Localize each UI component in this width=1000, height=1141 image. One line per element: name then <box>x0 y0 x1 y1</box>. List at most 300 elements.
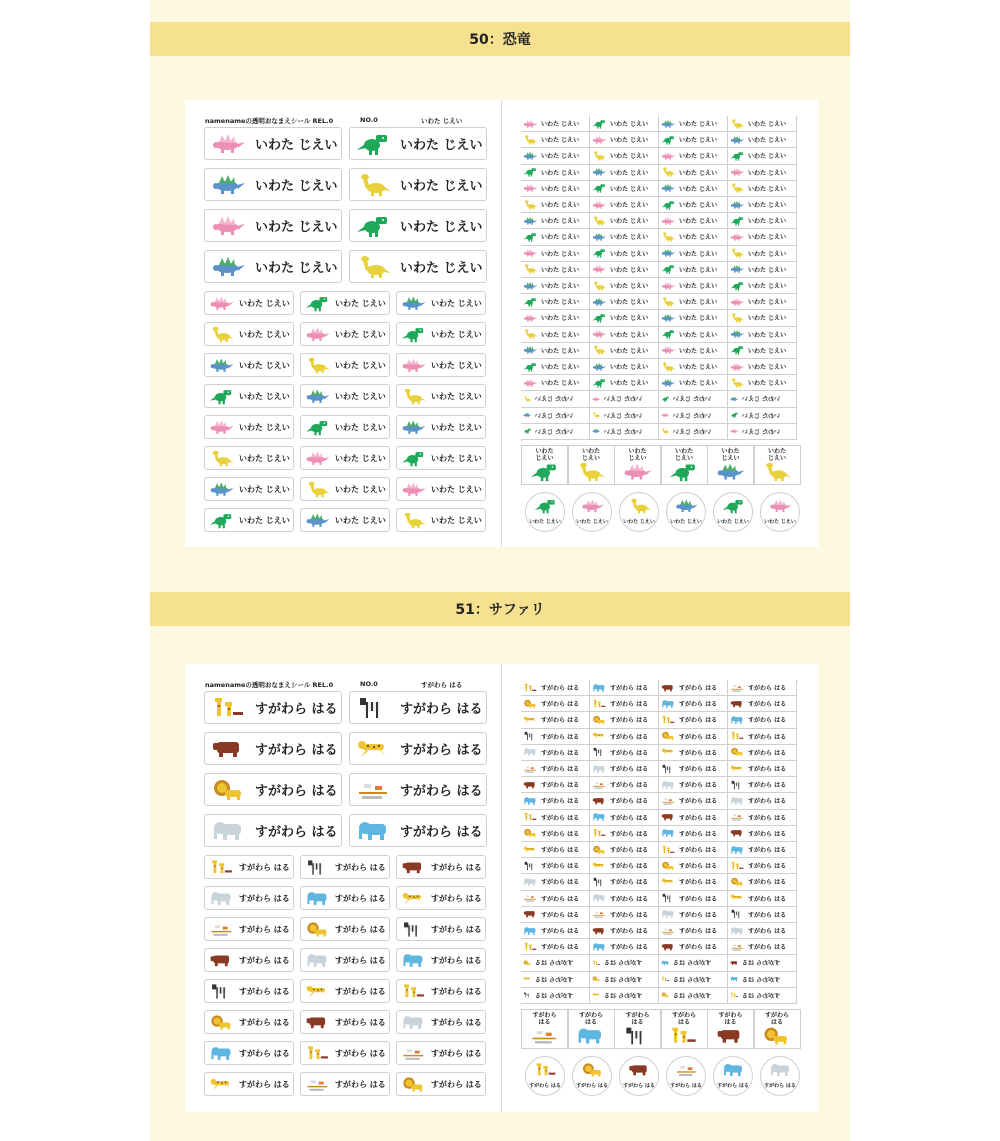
small-name-label[interactable] <box>590 745 659 761</box>
label-name: いわた じえい <box>400 138 483 153</box>
small-name-label[interactable] <box>590 197 659 213</box>
big-name-label[interactable] <box>349 773 487 806</box>
tall-name-label[interactable] <box>754 445 801 485</box>
mirrored-name-label[interactable] <box>728 988 797 1004</box>
trex-green-icon <box>209 512 235 529</box>
label-name: すがわら はる <box>679 798 718 806</box>
medium-name-label[interactable] <box>204 291 294 315</box>
small-name-label[interactable] <box>659 729 728 745</box>
round-name-label[interactable] <box>572 1056 612 1096</box>
tall-name-label[interactable] <box>614 445 661 485</box>
round-name-label[interactable] <box>666 1056 706 1096</box>
small-name-label[interactable] <box>521 262 590 278</box>
big-name-label[interactable] <box>204 691 342 724</box>
round-name-label[interactable] <box>619 492 659 532</box>
big-name-label[interactable] <box>349 127 487 160</box>
medium-name-label[interactable] <box>204 979 294 1003</box>
small-name-label[interactable] <box>590 891 659 907</box>
medium-name-label[interactable] <box>204 1041 294 1065</box>
round-name-label[interactable] <box>666 492 706 532</box>
medium-name-label[interactable] <box>396 384 486 408</box>
small-name-label[interactable] <box>659 359 728 375</box>
small-name-label[interactable] <box>659 327 728 343</box>
small-name-label[interactable] <box>590 294 659 310</box>
cheetah-icon <box>661 747 676 757</box>
medium-name-label[interactable] <box>300 446 390 470</box>
small-name-label[interactable] <box>521 310 590 326</box>
mirrored-name-label[interactable] <box>728 955 797 971</box>
round-name-label[interactable] <box>525 1056 565 1096</box>
big-name-label[interactable] <box>204 732 342 765</box>
small-name-label[interactable] <box>590 181 659 197</box>
medium-name-label[interactable] <box>396 353 486 377</box>
big-name-label[interactable] <box>204 168 342 201</box>
tall-name-label[interactable] <box>521 1009 568 1049</box>
small-name-label[interactable] <box>590 116 659 132</box>
medium-name-label[interactable] <box>396 1041 486 1065</box>
big-name-label[interactable] <box>349 209 487 242</box>
medium-name-label[interactable] <box>396 446 486 470</box>
small-name-label[interactable] <box>521 874 590 890</box>
small-name-label[interactable] <box>521 680 590 696</box>
small-name-label[interactable] <box>590 810 659 826</box>
medium-name-label[interactable] <box>300 979 390 1003</box>
small-name-label[interactable] <box>590 213 659 229</box>
small-name-label[interactable] <box>659 197 728 213</box>
small-name-label[interactable] <box>659 923 728 939</box>
medium-name-label[interactable] <box>204 353 294 377</box>
label-name: いわた じえい <box>748 185 787 193</box>
label-name: すがわら はる <box>239 1048 290 1058</box>
mirrored-name-label[interactable] <box>521 972 590 988</box>
small-name-label[interactable] <box>590 132 659 148</box>
small-name-label[interactable] <box>659 874 728 890</box>
medium-name-label[interactable] <box>396 477 486 501</box>
small-name-label[interactable] <box>521 181 590 197</box>
small-name-label[interactable] <box>728 842 797 858</box>
mirrored-name-label[interactable] <box>521 955 590 971</box>
trex-green-icon <box>730 216 745 226</box>
small-name-label[interactable] <box>728 116 797 132</box>
tall-name-label[interactable] <box>521 445 568 485</box>
small-name-label[interactable] <box>521 777 590 793</box>
small-name-label[interactable] <box>728 375 797 391</box>
giraffe-icon <box>401 983 427 1000</box>
trex-green-icon <box>305 419 331 436</box>
small-name-label[interactable] <box>521 246 590 262</box>
small-name-label[interactable] <box>728 810 797 826</box>
medium-name-label[interactable] <box>396 855 486 879</box>
label-name: いわた じえい <box>604 396 643 404</box>
small-name-label[interactable] <box>590 262 659 278</box>
small-name-label[interactable] <box>521 842 590 858</box>
medium-name-label[interactable] <box>300 1010 390 1034</box>
round-name-label[interactable] <box>713 1056 753 1096</box>
small-name-label[interactable] <box>659 712 728 728</box>
label-name: すがわら はる <box>748 733 787 741</box>
small-name-label[interactable] <box>590 761 659 777</box>
medium-name-label[interactable] <box>204 384 294 408</box>
small-name-label[interactable] <box>521 858 590 874</box>
small-name-label[interactable] <box>590 696 659 712</box>
tall-name-label[interactable] <box>754 1009 801 1049</box>
small-name-label[interactable] <box>728 197 797 213</box>
medium-name-label[interactable] <box>396 1010 486 1034</box>
tall-name-label[interactable] <box>661 445 708 485</box>
medium-name-label[interactable] <box>204 1072 294 1096</box>
label-name: すがわら はる <box>748 814 787 822</box>
mirrored-name-label[interactable] <box>590 424 659 440</box>
small-name-label[interactable] <box>659 826 728 842</box>
cheetah-icon <box>592 731 607 741</box>
medium-name-label[interactable] <box>204 446 294 470</box>
small-name-label[interactable] <box>590 842 659 858</box>
small-name-label[interactable] <box>659 810 728 826</box>
stego-blue-icon <box>592 167 607 177</box>
bear-icon <box>661 812 676 822</box>
small-name-label[interactable] <box>590 165 659 181</box>
mirrored-name-label[interactable] <box>659 955 728 971</box>
small-name-label[interactable] <box>590 826 659 842</box>
label-name: いわた じえい <box>748 169 787 177</box>
label-name: すがわら はる <box>535 992 574 1000</box>
mirrored-name-label[interactable] <box>590 988 659 1004</box>
small-name-label[interactable] <box>728 213 797 229</box>
small-name-label[interactable] <box>728 294 797 310</box>
tall-name-label[interactable] <box>614 1009 661 1049</box>
medium-name-label[interactable] <box>396 1072 486 1096</box>
mirrored-name-label[interactable] <box>728 391 797 407</box>
small-name-label[interactable] <box>521 826 590 842</box>
small-name-label[interactable] <box>590 246 659 262</box>
small-name-label[interactable] <box>728 729 797 745</box>
stego-pink-icon <box>523 248 538 258</box>
small-name-label[interactable] <box>521 343 590 359</box>
medium-name-label[interactable] <box>300 1041 390 1065</box>
medium-name-label[interactable] <box>396 917 486 941</box>
small-name-label[interactable] <box>590 278 659 294</box>
small-name-label[interactable] <box>521 745 590 761</box>
small-name-label[interactable] <box>590 327 659 343</box>
small-name-label[interactable] <box>659 891 728 907</box>
elephant-blue-icon <box>575 1026 607 1046</box>
label-name-line: はる <box>770 1019 783 1026</box>
small-name-label[interactable] <box>521 116 590 132</box>
mirrored-name-label[interactable] <box>590 408 659 424</box>
small-name-label[interactable] <box>728 165 797 181</box>
small-name-label[interactable] <box>659 745 728 761</box>
label-name: すがわら はる <box>748 782 787 790</box>
small-name-label[interactable] <box>521 278 590 294</box>
small-name-label[interactable] <box>659 213 728 229</box>
small-name-label[interactable] <box>659 262 728 278</box>
mirrored-name-label[interactable] <box>521 988 590 1004</box>
small-name-label[interactable] <box>728 891 797 907</box>
small-name-label[interactable] <box>659 246 728 262</box>
medium-name-label[interactable] <box>300 948 390 972</box>
small-name-label[interactable] <box>590 907 659 923</box>
big-name-label[interactable] <box>349 250 487 283</box>
label-name: すがわら はる <box>679 928 718 936</box>
label-name: いわた じえい <box>679 315 718 323</box>
small-name-label[interactable] <box>590 229 659 245</box>
small-name-label[interactable] <box>590 359 659 375</box>
brachio-yellow-icon <box>661 232 676 242</box>
mirrored-name-label[interactable] <box>590 391 659 407</box>
medium-name-label[interactable] <box>396 322 486 346</box>
small-name-label[interactable] <box>659 132 728 148</box>
mirrored-name-label[interactable] <box>659 408 728 424</box>
small-name-label[interactable] <box>659 696 728 712</box>
small-name-label[interactable] <box>590 923 659 939</box>
medium-name-label[interactable] <box>300 415 390 439</box>
small-name-label[interactable] <box>728 278 797 294</box>
small-name-label[interactable] <box>521 229 590 245</box>
tall-name-label[interactable] <box>661 1009 708 1049</box>
big-name-label[interactable] <box>349 732 487 765</box>
small-name-label[interactable] <box>728 923 797 939</box>
small-name-label[interactable] <box>659 761 728 777</box>
small-name-label[interactable] <box>728 761 797 777</box>
bird-icon <box>675 1062 699 1078</box>
small-name-label[interactable] <box>659 375 728 391</box>
small-name-label[interactable] <box>728 132 797 148</box>
medium-name-label[interactable] <box>204 477 294 501</box>
small-name-label[interactable] <box>659 278 728 294</box>
small-name-label[interactable] <box>521 132 590 148</box>
trex-green-icon <box>534 498 558 514</box>
small-name-label[interactable] <box>728 148 797 164</box>
small-name-label[interactable] <box>659 148 728 164</box>
medium-name-label[interactable] <box>300 917 390 941</box>
round-name-label[interactable] <box>760 492 800 532</box>
mirrored-name-label[interactable] <box>728 424 797 440</box>
medium-name-label[interactable] <box>396 886 486 910</box>
mirrored-name-label[interactable] <box>659 972 728 988</box>
cheetah-icon <box>523 973 532 985</box>
medium-name-label[interactable] <box>300 1072 390 1096</box>
small-name-label[interactable] <box>728 181 797 197</box>
medium-name-label[interactable] <box>204 508 294 532</box>
label-name: すがわら はる <box>679 879 718 887</box>
round-name-label[interactable] <box>619 1056 659 1096</box>
brachio-yellow-icon <box>592 151 607 161</box>
small-name-label[interactable] <box>521 793 590 809</box>
small-name-label[interactable] <box>659 680 728 696</box>
small-name-label[interactable] <box>659 907 728 923</box>
medium-name-label[interactable] <box>396 508 486 532</box>
bear-icon <box>401 859 427 876</box>
medium-name-label[interactable] <box>300 353 390 377</box>
big-name-label[interactable] <box>204 209 342 242</box>
small-name-label[interactable] <box>659 858 728 874</box>
trex-green-icon <box>523 362 538 372</box>
small-name-label[interactable] <box>659 310 728 326</box>
small-name-label[interactable] <box>590 680 659 696</box>
mirrored-name-label[interactable] <box>590 972 659 988</box>
brachio-yellow-icon <box>661 425 670 437</box>
small-name-label[interactable] <box>728 874 797 890</box>
medium-name-label[interactable] <box>204 948 294 972</box>
label-name: いわた じえい <box>742 396 781 404</box>
small-name-label[interactable] <box>728 745 797 761</box>
trex-green-icon <box>661 393 670 405</box>
big-name-label[interactable] <box>349 691 487 724</box>
medium-name-label[interactable] <box>300 477 390 501</box>
medium-name-label[interactable] <box>300 855 390 879</box>
giraffe-icon <box>523 942 538 952</box>
label-name: いわた じえい <box>679 299 718 307</box>
small-name-label[interactable] <box>728 793 797 809</box>
label-name: いわた じえい <box>335 422 386 432</box>
small-name-label[interactable] <box>590 793 659 809</box>
medium-name-label[interactable] <box>396 291 486 315</box>
mirrored-name-label[interactable] <box>728 972 797 988</box>
small-name-label[interactable] <box>728 310 797 326</box>
small-name-label[interactable] <box>590 777 659 793</box>
small-name-label[interactable] <box>659 181 728 197</box>
small-name-label[interactable] <box>590 310 659 326</box>
medium-name-label[interactable] <box>204 886 294 910</box>
small-name-label[interactable] <box>521 213 590 229</box>
medium-name-label[interactable] <box>204 1010 294 1034</box>
big-name-label[interactable] <box>204 773 342 806</box>
small-name-label[interactable] <box>728 343 797 359</box>
label-name: すがわら はる <box>535 960 574 968</box>
medium-name-label[interactable] <box>204 917 294 941</box>
tall-name-label[interactable] <box>707 1009 754 1049</box>
medium-name-label[interactable] <box>204 855 294 879</box>
small-name-label[interactable] <box>521 359 590 375</box>
small-name-label[interactable] <box>728 229 797 245</box>
medium-name-label[interactable] <box>300 384 390 408</box>
sheet-header-name: いわた じえい <box>421 117 463 125</box>
label-name: いわた じえい <box>541 153 580 161</box>
mirrored-name-label[interactable] <box>521 391 590 407</box>
small-name-label[interactable] <box>659 116 728 132</box>
small-name-label[interactable] <box>728 777 797 793</box>
small-name-label[interactable] <box>521 197 590 213</box>
small-name-label[interactable] <box>728 712 797 728</box>
round-name-label[interactable] <box>760 1056 800 1096</box>
medium-name-label[interactable] <box>300 291 390 315</box>
small-name-label[interactable] <box>728 262 797 278</box>
tall-name-label[interactable] <box>707 445 754 485</box>
small-name-label[interactable] <box>728 359 797 375</box>
label-name: すがわら はる <box>673 976 712 984</box>
big-name-label[interactable] <box>204 250 342 283</box>
small-name-label[interactable] <box>659 793 728 809</box>
stego-pink-icon <box>730 297 745 307</box>
small-name-label[interactable] <box>521 907 590 923</box>
small-name-label[interactable] <box>590 343 659 359</box>
trex-green-icon <box>722 498 746 514</box>
bird-icon <box>661 926 676 936</box>
mirrored-name-label[interactable] <box>659 391 728 407</box>
mirrored-name-label[interactable] <box>728 408 797 424</box>
medium-name-label[interactable] <box>204 322 294 346</box>
small-name-label[interactable] <box>521 891 590 907</box>
elephant-blue-icon <box>730 845 745 855</box>
mirrored-name-label[interactable] <box>521 424 590 440</box>
small-name-label[interactable] <box>521 696 590 712</box>
small-name-label[interactable] <box>590 939 659 955</box>
small-name-label[interactable] <box>659 777 728 793</box>
small-name-label[interactable] <box>590 712 659 728</box>
medium-name-label[interactable] <box>396 415 486 439</box>
big-name-label[interactable] <box>204 814 342 847</box>
small-name-label[interactable] <box>659 939 728 955</box>
mirrored-name-label[interactable] <box>521 408 590 424</box>
small-name-label[interactable] <box>659 842 728 858</box>
small-name-label[interactable] <box>590 729 659 745</box>
small-name-label[interactable] <box>728 826 797 842</box>
small-name-label[interactable] <box>728 680 797 696</box>
small-name-label[interactable] <box>728 939 797 955</box>
mirrored-name-label[interactable] <box>659 988 728 1004</box>
mirrored-name-label[interactable] <box>590 955 659 971</box>
medium-name-label[interactable] <box>300 322 390 346</box>
small-name-label[interactable] <box>659 294 728 310</box>
small-name-label[interactable] <box>521 923 590 939</box>
tall-name-label[interactable] <box>568 445 615 485</box>
big-name-label[interactable] <box>204 127 342 160</box>
small-name-label[interactable] <box>728 327 797 343</box>
small-name-label[interactable] <box>659 165 728 181</box>
giraffe-icon <box>592 828 607 838</box>
giraffe-icon <box>305 1045 331 1062</box>
small-name-label[interactable] <box>728 907 797 923</box>
medium-name-label[interactable] <box>300 508 390 532</box>
big-name-label[interactable] <box>349 814 487 847</box>
label-name: いわた じえい <box>239 453 290 463</box>
round-name-label[interactable] <box>525 492 565 532</box>
small-name-label[interactable] <box>728 246 797 262</box>
medium-name-label[interactable] <box>396 948 486 972</box>
label-name: すがわら はる <box>541 928 580 936</box>
medium-name-label[interactable] <box>396 979 486 1003</box>
medium-name-label[interactable] <box>204 415 294 439</box>
small-name-label[interactable] <box>521 375 590 391</box>
small-name-label[interactable] <box>590 375 659 391</box>
small-name-label[interactable] <box>590 148 659 164</box>
small-name-label[interactable] <box>590 874 659 890</box>
mirrored-name-label[interactable] <box>659 424 728 440</box>
small-name-label[interactable] <box>521 939 590 955</box>
big-name-label[interactable] <box>349 168 487 201</box>
small-name-label[interactable] <box>728 858 797 874</box>
small-name-label[interactable] <box>521 327 590 343</box>
tall-name-label[interactable] <box>568 1009 615 1049</box>
small-name-label[interactable] <box>659 343 728 359</box>
stego-blue-icon <box>661 183 676 193</box>
round-name-label[interactable] <box>713 492 753 532</box>
zebra-icon <box>523 989 532 1001</box>
small-name-label[interactable] <box>521 810 590 826</box>
small-name-label[interactable] <box>728 696 797 712</box>
small-name-label[interactable] <box>521 165 590 181</box>
small-name-label[interactable] <box>521 294 590 310</box>
small-name-label[interactable] <box>521 148 590 164</box>
small-name-label[interactable] <box>521 761 590 777</box>
small-name-label[interactable] <box>521 712 590 728</box>
round-name-label[interactable] <box>572 492 612 532</box>
small-name-label[interactable] <box>590 858 659 874</box>
label-name: いわた じえい <box>431 329 482 339</box>
small-name-label[interactable] <box>659 229 728 245</box>
medium-name-label[interactable] <box>300 886 390 910</box>
small-name-label[interactable] <box>521 729 590 745</box>
